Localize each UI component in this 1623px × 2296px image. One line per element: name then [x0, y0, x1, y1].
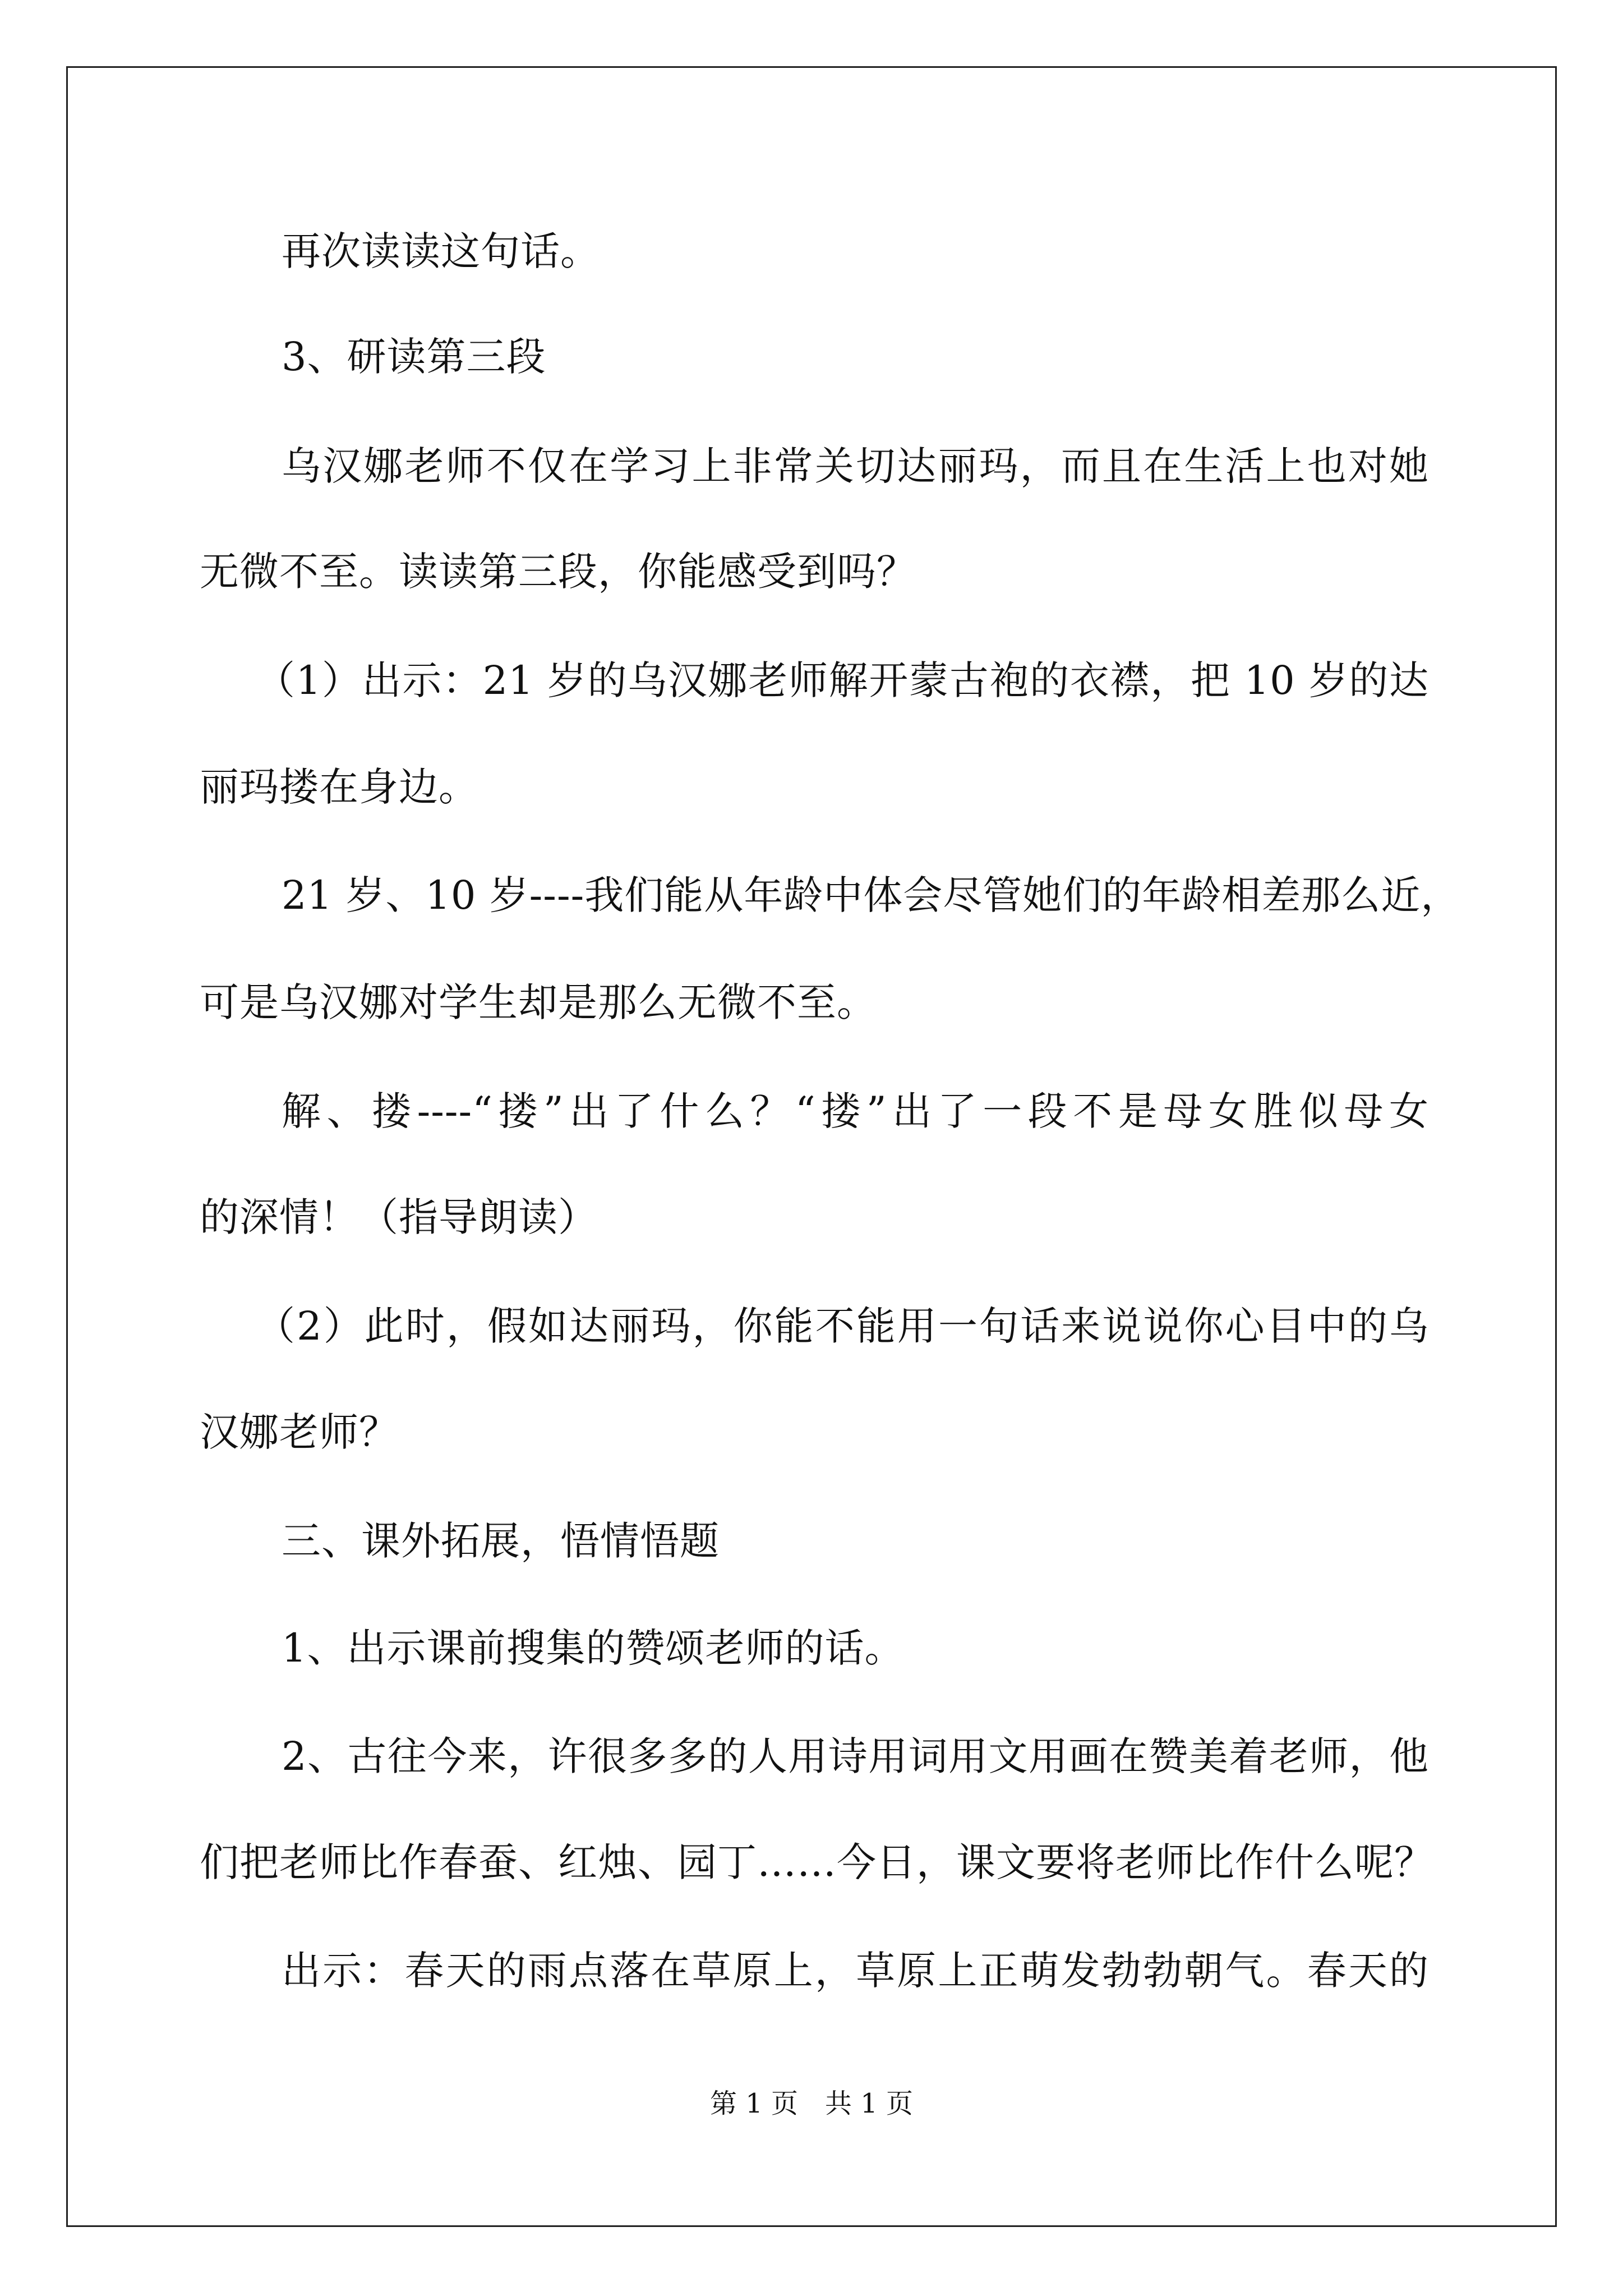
paragraph-line: （2）此时，假如达丽玛，你能不能用一句话来说说你心目中的乌 [256, 1303, 1429, 1349]
paragraph-line: （1）出示：21 岁的乌汉娜老师解开蒙古袍的衣襟，把 10 岁的达 [256, 657, 1429, 703]
paragraph-line: 再次读读这句话。 [282, 228, 600, 274]
paragraph-line: 汉娜老师？ [200, 1409, 399, 1455]
paragraph-line: 解、搂----“搂”出了什么？“搂”出了一段不是母女胜似母女 [282, 1088, 1429, 1134]
paragraph-line: 可是乌汉娜对学生却是那么无微不至。 [200, 979, 877, 1025]
paragraph-line: 21 岁、10 岁----我们能从年龄中体会尽管她们的年龄相差那么近， [282, 872, 1461, 918]
paragraph-line: 1、出示课前搜集的赞颂老师的话。 [282, 1625, 905, 1671]
paragraph-line: 2、古往今来，许很多多的人用诗用词用文用画在赞美着老师，他 [282, 1733, 1429, 1779]
section-heading: 三、课外拓展，悟情悟题 [282, 1518, 720, 1564]
paragraph-line: 丽玛搂在身边。 [200, 764, 478, 810]
section-heading: 3、研读第三段 [282, 334, 546, 380]
page-border [66, 66, 1557, 2227]
paragraph-line: 出示：春天的雨点落在草原上，草原上正萌发勃勃朝气。春天的 [282, 1948, 1429, 1994]
paragraph-line: 的深情！（指导朗读） [200, 1194, 598, 1240]
page-footer: 第 1 页 共 1 页 [709, 2088, 914, 2119]
paragraph-line: 乌汉娜老师不仅在学习上非常关切达丽玛，而且在生活上也对她 [282, 443, 1429, 489]
paragraph-line: 无微不至。读读第三段，你能感受到吗？ [200, 549, 916, 595]
paragraph-line: 们把老师比作春蚕、红烛、园丁……今日，课文要将老师比作什么呢？ [200, 1839, 1434, 1885]
